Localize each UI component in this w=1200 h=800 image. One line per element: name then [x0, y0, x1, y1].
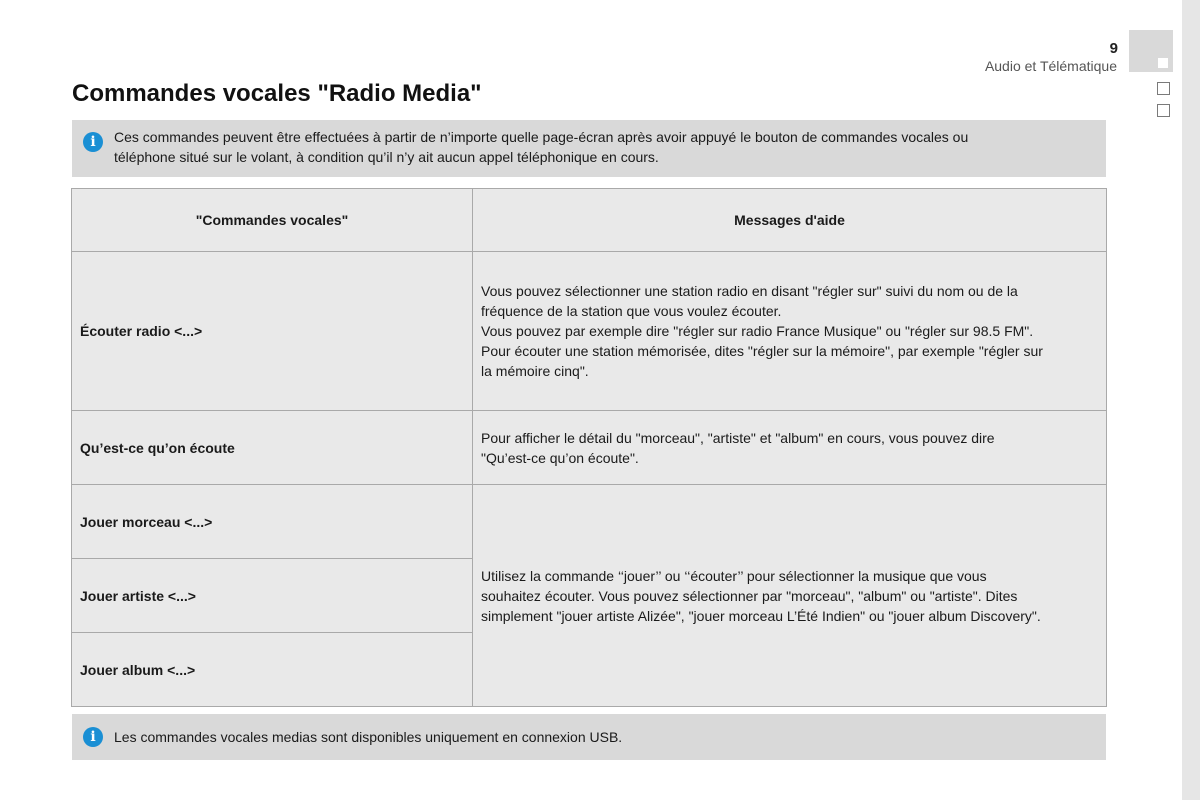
column-header-messages: Messages d'aide [473, 189, 1107, 252]
command-cell: Jouer artiste <...> [72, 559, 473, 633]
command-cell: Jouer morceau <...> [72, 485, 473, 559]
message-line: Utilisez la commande ‘‘jouer’’ ou ‘‘écouter’’ pour sélectionner la musique que vous [481, 567, 987, 584]
message-line: fréquence de la station que vous voulez écouter. [481, 303, 782, 319]
page-number: 9 [1109, 40, 1118, 57]
side-edge-bar [1182, 0, 1200, 800]
info-note-top [72, 120, 1106, 177]
info-icon: i [83, 727, 103, 747]
chapter-marker-active-icon [1158, 58, 1168, 68]
voice-commands-table [71, 188, 1107, 707]
message-line: Pour afficher le détail du "morceau", "artiste" et "album" en cours, vous pouvez dire [481, 429, 995, 446]
message-line: Vous pouvez sélectionner une station radio en disant "régler sur" suivi du nom ou de la [481, 283, 1018, 299]
table-row [72, 411, 1107, 485]
command-cell: Jouer album <...> [72, 633, 473, 707]
info-note-bottom [72, 714, 1106, 760]
message-line: simplement "jouer artiste Alizée", "jouer morceau L’Été Indien" ou "jouer album Discovery". [481, 607, 1041, 624]
message-line: la mémoire cinq". [481, 363, 589, 379]
info-note-line: Ces commandes peuvent être effectuées à partir de n’importe quelle page-écran après avoir appuyé le bouton de commandes vocales ou [114, 129, 969, 145]
message-cell [473, 252, 1107, 411]
table-row [72, 252, 1107, 411]
command-cell: Qu’est-ce qu’on écoute [72, 411, 473, 485]
info-icon: i [83, 132, 103, 152]
column-header-commands: "Commandes vocales" [72, 189, 473, 252]
message-line: Pour écouter une station mémorisée, dites "régler sur la mémoire", par exemple "régler sur [481, 343, 1043, 359]
message-line: "Qu’est-ce qu’on écoute". [481, 449, 639, 466]
chapter-marker-icon [1157, 104, 1170, 117]
info-note-line: téléphone situé sur le volant, à condition qu’il n’y ait aucun appel téléphonique en cours. [114, 149, 659, 165]
message-cell [473, 411, 1107, 485]
message-line: Vous pouvez par exemple dire "régler sur radio France Musique" ou "régler sur 98.5 FM". [481, 323, 1034, 339]
chapter-marker-icon [1157, 82, 1170, 95]
info-note-text: Les commandes vocales medias sont disponibles uniquement en connexion USB. [114, 729, 623, 745]
section-name: Audio et Télématique [984, 58, 1117, 74]
message-cell-shared [473, 485, 1107, 707]
page-title: Commandes vocales "Radio Media" [72, 80, 482, 107]
command-cell: Écouter radio <...> [72, 252, 473, 411]
table-header-row [72, 189, 1107, 252]
message-line: souhaitez écouter. Vous pouvez sélectionner par "morceau", "album" ou "artiste". Dites [481, 587, 1018, 604]
table-row [72, 485, 1107, 559]
